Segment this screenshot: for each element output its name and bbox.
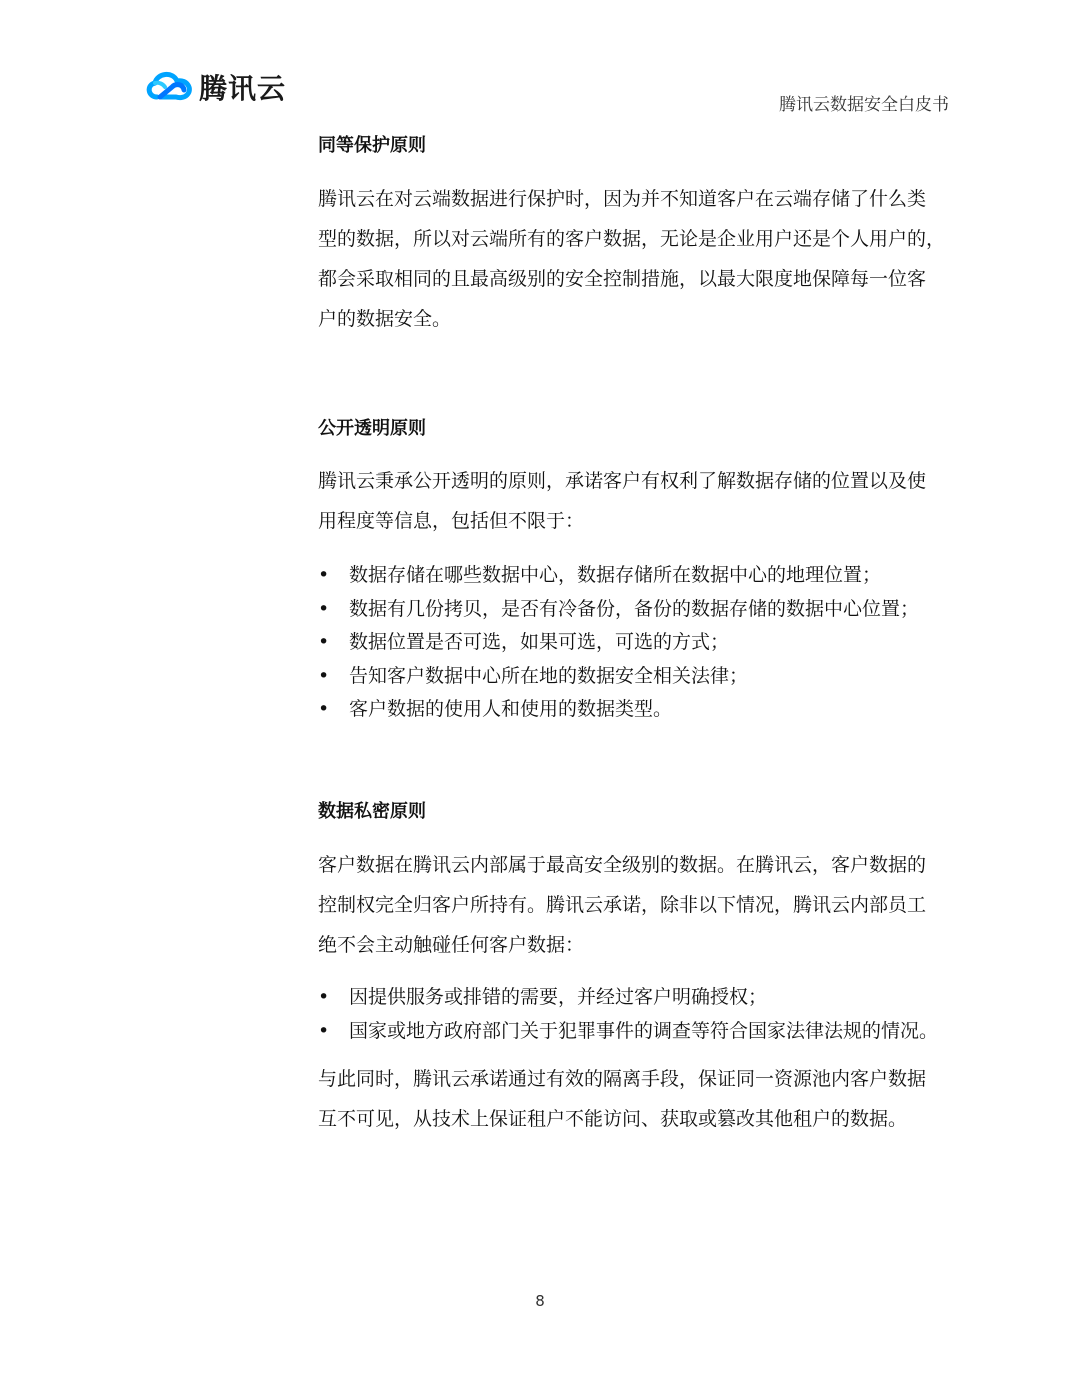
section-heading-privacy: 数据私密原则 [318,801,426,822]
cloud-logo-icon [143,67,195,107]
section-paragraph-privacy [318,845,978,965]
section-closing-privacy [318,1059,978,1139]
paragraph-line: 绝不会主动触碰任何客户数据： [318,934,585,956]
list-item: • 数据位置是否可选，如果可选，可选的方式； [318,626,919,660]
paragraph-line: 都会采取相同的且最高级别的安全控制措施，以最大限度地保障每一位客 [318,268,927,290]
logo-text: 腾讯云 [199,72,287,105]
list-item: • 数据存储在哪些数据中心，数据存储所在数据中心的地理位置； [318,559,919,593]
paragraph-line: 控制权完全归客户所持有。腾讯云承诺，除非以下情况，腾讯云内部员工 [318,894,927,916]
tencent-cloud-logo [143,64,286,110]
paragraph-line: 腾讯云在对云端数据进行保护时，因为并不知道客户在云端存储了什么类 [318,188,927,210]
paragraph-line: 用程度等信息，包括但不限于： [318,510,585,532]
list-item: • 数据有几份拷贝，是否有冷备份，备份的数据存储的数据中心位置； [318,593,919,627]
paragraph-line: 型的数据，所以对云端所有的客户数据，无论是企业用户还是个人用户的， [318,228,946,250]
paragraph-line: 与此同时，腾讯云承诺通过有效的隔离手段，保证同一资源池内客户数据 [318,1068,927,1090]
list-item: • 告知客户数据中心所在地的数据安全相关法律； [318,660,919,694]
page-number: 8 [535,1292,545,1310]
section-heading-equal-protection: 同等保护原则 [318,135,426,156]
section-paragraph-equal-protection [318,179,978,339]
section-paragraph-transparency [318,461,978,541]
list-item: • 因提供服务或排错的需要，并经过客户明确授权； [318,981,938,1015]
paragraph-line: 腾讯云秉承公开透明的原则，承诺客户有权利了解数据存储的位置以及使 [318,470,927,492]
list-item: • 国家或地方政府部门关于犯罪事件的调查等符合国家法律法规的情况。 [318,1015,938,1049]
bullet-list-privacy [318,981,938,1048]
list-item: • 客户数据的使用人和使用的数据类型。 [318,693,919,727]
paragraph-line: 客户数据在腾讯云内部属于最高安全级别的数据。在腾讯云，客户数据的 [318,854,927,876]
document-title: 腾讯云数据安全白皮书 [779,95,949,115]
bullet-list-transparency [318,559,919,727]
paragraph-line: 互不可见，从技术上保证租户不能访问、获取或篡改其他租户的数据。 [318,1108,908,1130]
section-heading-transparency: 公开透明原则 [318,418,426,439]
paragraph-line: 户的数据安全。 [318,308,452,330]
